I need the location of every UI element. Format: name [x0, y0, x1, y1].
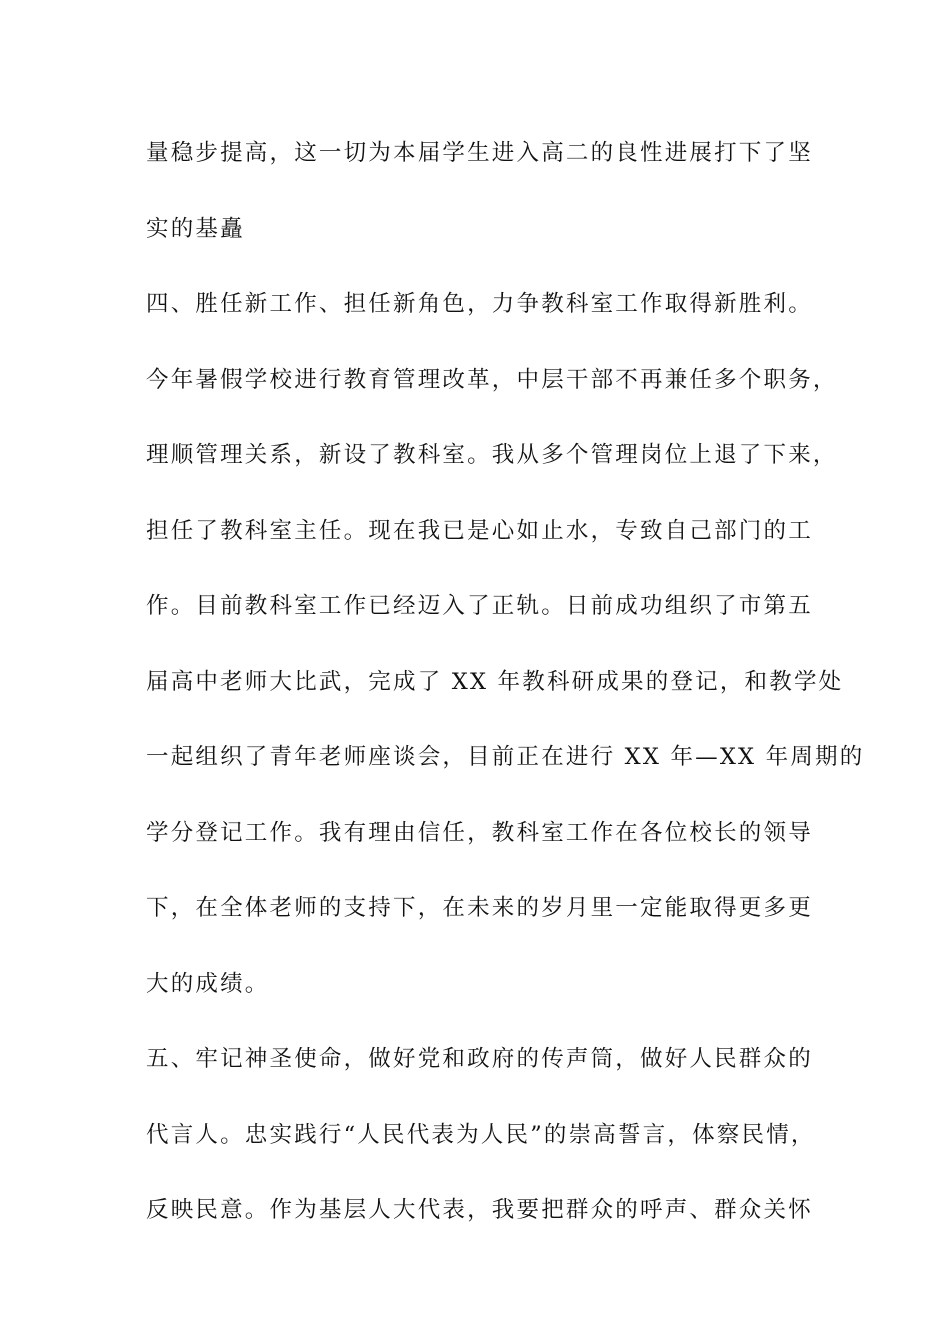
section-heading: 四、胜任新工作、担任新角色，力争教科室工作取得新胜利。	[146, 291, 813, 317]
text-line: 作。目前教科室工作已经迈入了正轨。日前成功组织了市第五	[146, 593, 813, 619]
text-line: 届高中老师大比武，完成了 XX 年教科研成果的登记，和教学处	[146, 668, 844, 695]
section-heading: 五、牢记神圣使命，做好党和政府的传声筒，做好人民群众的	[146, 1046, 813, 1072]
text-line: 代言人。忠实践行“人民代表为人民”的崇高誓言，体察民情，	[146, 1121, 816, 1148]
text-line: 反映民意。作为基层人大代表，我要把群众的呼声、群众关怀	[146, 1197, 813, 1223]
body-text	[146, 133, 865, 1266]
text-line: 今年暑假学校进行教育管理改革，中层干部不再兼任多个职务，	[146, 366, 838, 393]
text-line: 量稳步提高，这一切为本届学生进入高二的良性进展打下了坚	[146, 140, 813, 166]
text-line: 理顺管理关系，新设了教科室。我从多个管理岗位上退了下来，	[146, 442, 838, 468]
text-line: 一起组织了青年老师座谈会，目前正在进行 XX 年—XX 年周期的	[146, 744, 865, 770]
text-line: 大的成绩。	[146, 970, 270, 997]
text-line: 下，在全体老师的支持下，在未来的岁月里一定能取得更多更	[146, 895, 813, 921]
text-line: 学分登记工作。我有理由信任，教科室工作在各位校长的领导	[146, 819, 813, 846]
text-line: 实的基矗	[146, 215, 245, 242]
text-line: 担任了教科室主任。现在我已是心如止水，专致自己部门的工	[146, 517, 813, 544]
